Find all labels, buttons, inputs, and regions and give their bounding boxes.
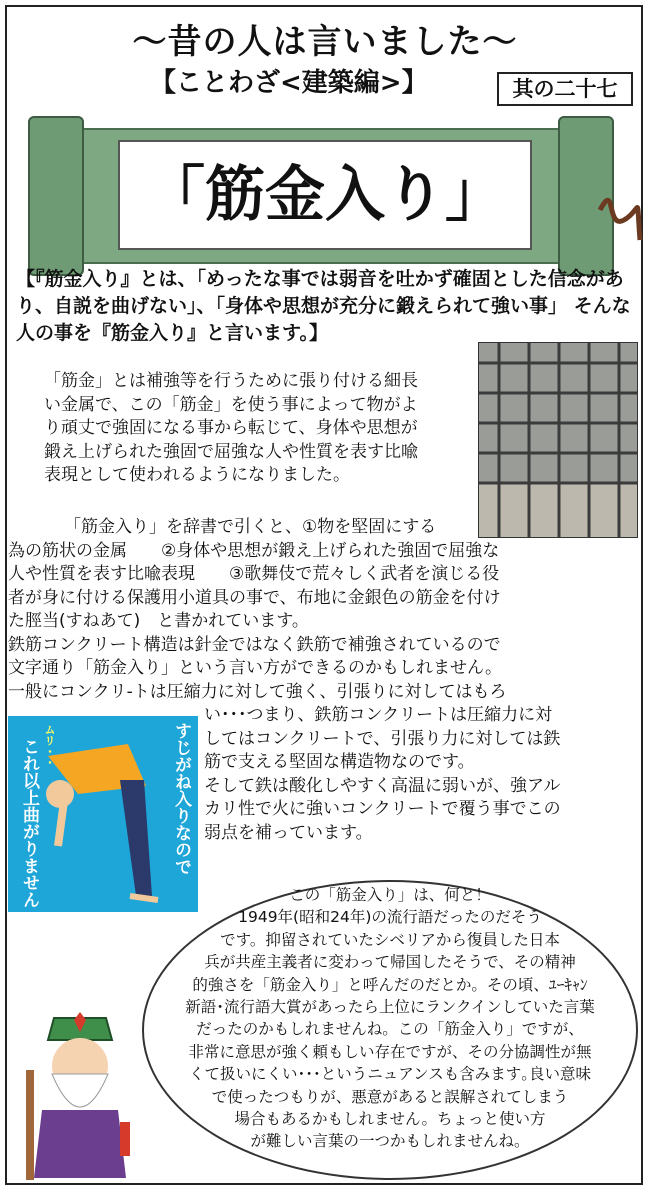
text-line: カリ性で火に強いコンクリートで覆う事でこの xyxy=(204,799,561,819)
bending-person-illustration xyxy=(8,716,198,912)
bubble-line: この「筋金入り」は、何と！ xyxy=(289,886,491,904)
text-line: 表現として使われるようになりました。 xyxy=(44,465,350,485)
label-muri: ムリ・・ xyxy=(43,724,56,768)
text-line: い･･･つまり、鉄筋コンクリートは圧縮力に対 xyxy=(204,705,553,725)
text-line: 筋で支える堅固な構造物なのです。 xyxy=(204,752,475,772)
paragraph-rc-structure xyxy=(204,704,638,845)
text-line: してはコンクリートで、引張り力に対しては鉄 xyxy=(204,728,561,749)
text-line: 鉄筋コンクリート構造は針金ではなく鉄筋で補強されているので xyxy=(8,634,501,655)
proverb-headline: 「筋金入り」 xyxy=(118,140,532,250)
rebar-grid-icon xyxy=(479,343,638,538)
speech-bubble-text xyxy=(150,884,630,1153)
bubble-line: で使ったつもりが、悪意があると誤解されてしまう xyxy=(211,1087,569,1106)
bubble-line: 非常に意思が強く頼もしい存在ですが、その分協調性が無 xyxy=(188,1042,592,1061)
label-cannot-bend: これ以上曲がりません xyxy=(19,738,39,908)
text-line: そして鉄は酸化しやすく高温に弱いが、強アル xyxy=(204,775,561,796)
label-sujigane: すじがね入りなので xyxy=(171,722,191,875)
text-line: り頑丈で強固になる事から転じて、身体や思想が xyxy=(44,418,418,438)
sage-character-icon xyxy=(8,1010,156,1182)
text-line: 「筋金」とは補強等を行うために張り付ける細長 xyxy=(44,371,418,391)
text-line: 「筋金入り」を辞書で引くと、①物を堅固にする xyxy=(64,517,437,537)
text-line: 一般にコンクリ-トは圧縮力に対して強く、引張りに対してはもろ xyxy=(8,681,507,702)
bubble-line: 場合もあるかもしれません。ちょっと使い方 xyxy=(234,1110,546,1129)
text-line: た脛当(すねあて) と書かれています。 xyxy=(8,611,309,631)
scroll-rod-left xyxy=(28,116,84,276)
bubble-line: 1949年(昭和24年)の流行語だったのだそう xyxy=(238,908,542,927)
definition-text: 【『筋金入り』とは、「めったな事では弱音を吐かず確固とした信念があり、自説を曲げない」、「身体や思想が充分に鍛えられて強い事」 そんな人の事を『筋金入り』と言います。】 xyxy=(16,268,631,344)
text-line: 文字通り「筋金入り」という言い方ができるのかもしれません。 xyxy=(8,658,503,678)
page-title: ～昔の人は言いました～ xyxy=(132,22,518,62)
text-line: 鍛え上げられた強固で屈強な人や性質を表す比喩 xyxy=(44,441,418,462)
page-subtitle: 【ことわざ<建築編>】 xyxy=(150,68,428,98)
scroll-cord-icon xyxy=(596,180,644,250)
paragraph-dictionary xyxy=(8,516,640,704)
bubble-line: です。抑留されていたシベリアから復員した日本 xyxy=(220,930,560,949)
bubble-line: が難しい言葉の一つかもしれませんね。 xyxy=(250,1132,530,1151)
paragraph-suji-kane xyxy=(44,370,474,488)
text-line: 者が身に付ける保護用小道具の事で、布地に金銀色の筋金を付け xyxy=(8,587,501,608)
bubble-line: 的強さを「筋金入り」と呼んだのだとか。その頃、ﾕｰｷｬﾝ xyxy=(192,975,588,994)
text-line: い金属で、この「筋金」を使う事によって物がよ xyxy=(44,394,418,415)
bubble-line: 新語･流行語大賞があったら上位にランクインしていた言葉 xyxy=(185,998,595,1017)
text-line: 人や性質を表す比喩表現 ③歌舞伎で荒々しく武者を演じる役 xyxy=(8,564,500,584)
rebar-photo xyxy=(478,342,638,538)
text-line: 為の筋状の金属 ②身体や思想が鍛え上げられた強固で屈強な xyxy=(8,540,500,561)
bubble-line: 兵が共産主義者に変わって帰国したそうで、その精神 xyxy=(204,953,576,972)
bubble-line: くて扱いにくい･･･というニュアンスも含みます｡良い意味 xyxy=(189,1065,591,1084)
issue-badge: 其の二十七 xyxy=(497,72,633,106)
bubble-line: だったのかもしれませんね。この「筋金入り」ですが、 xyxy=(196,1020,584,1039)
text-line: 弱点を補っています。 xyxy=(204,822,373,843)
